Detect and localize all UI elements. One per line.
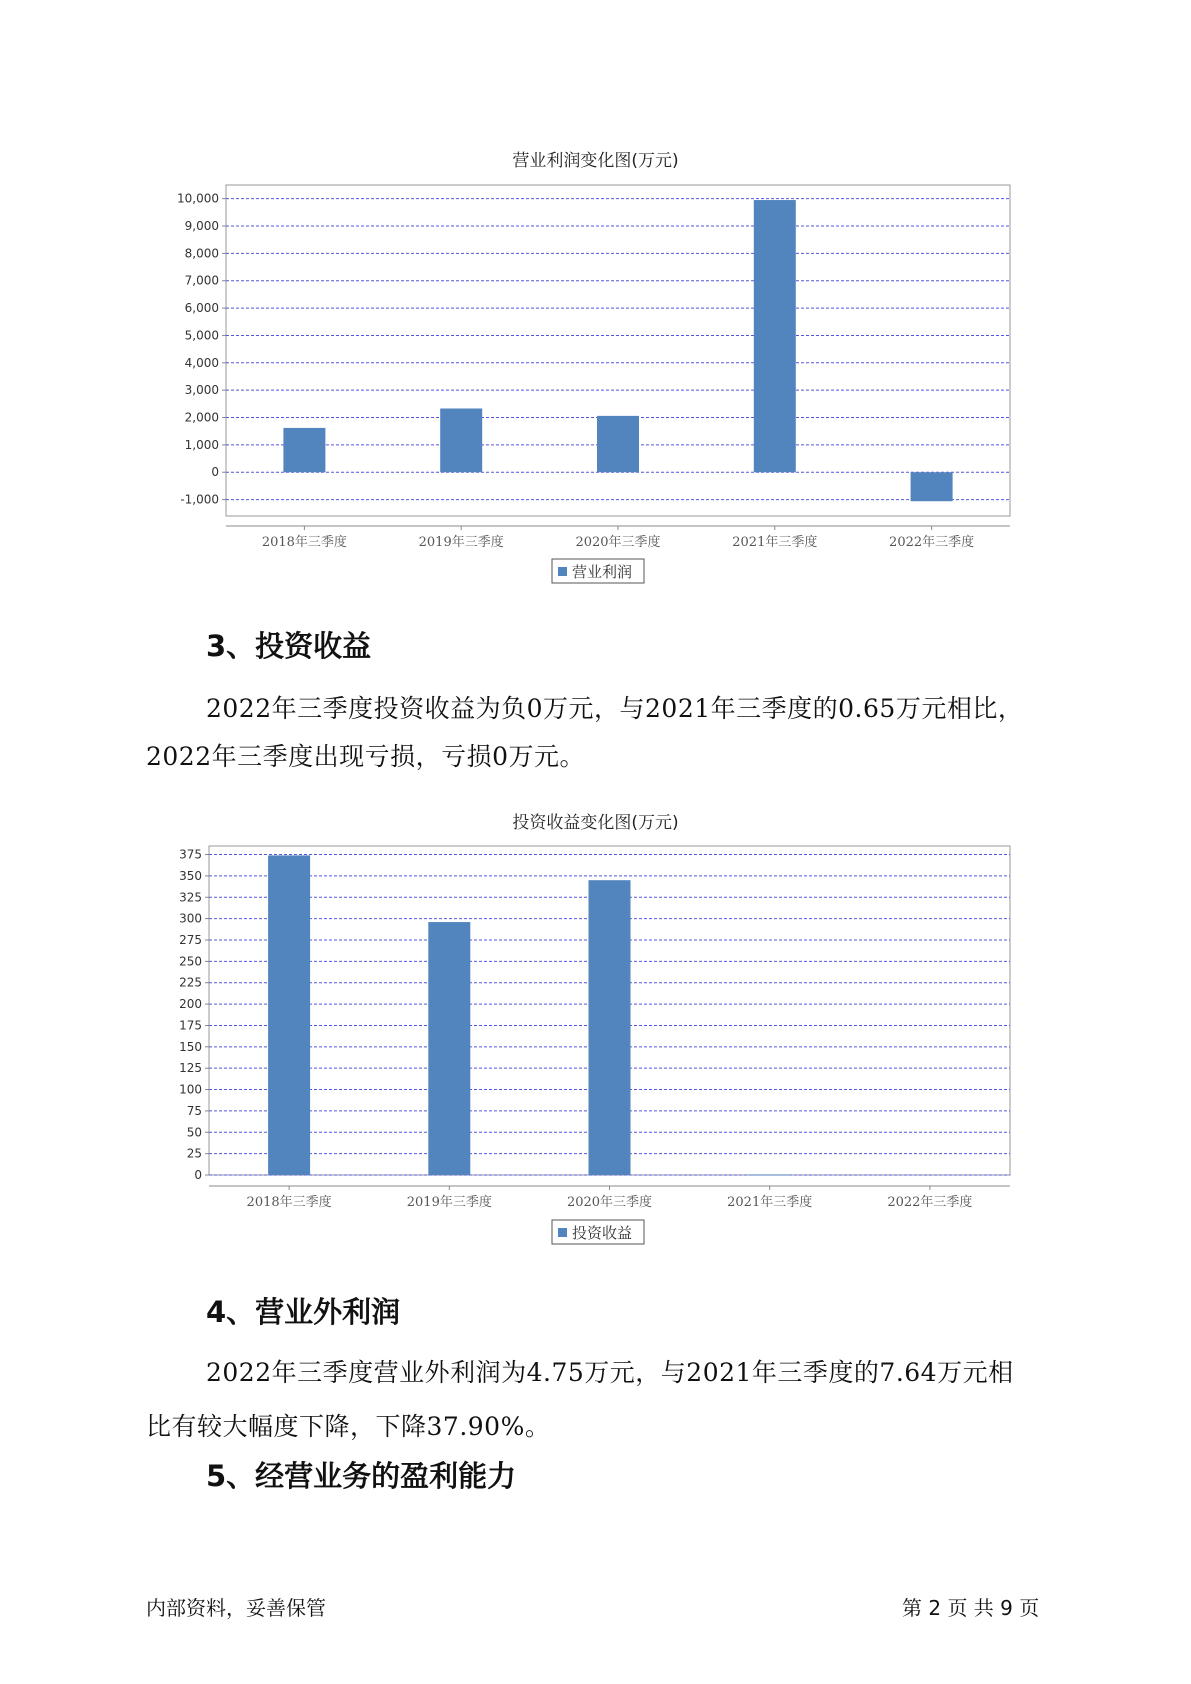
legend-label: 营业利润 (572, 563, 633, 581)
bar (428, 922, 470, 1175)
section-heading: 3、投资收益 (206, 629, 372, 663)
page-number: 第 2 页 共 9 页 (902, 1596, 1040, 1620)
x-tick-label: 2022年三季度 (887, 1195, 973, 1210)
y-tick-label: 250 (179, 954, 202, 969)
y-tick-label: 1,000 (184, 437, 219, 452)
y-tick-label: 125 (179, 1061, 202, 1076)
paragraph-line: 2022年三季度出现亏损，亏损0万元。 (146, 742, 586, 771)
x-tick-label: 2018年三季度 (246, 1195, 332, 1210)
y-tick-label: 150 (179, 1039, 202, 1054)
y-tick-label: 8,000 (184, 246, 219, 261)
y-tick-label: 3,000 (184, 383, 219, 398)
bar (589, 880, 631, 1175)
y-tick-label: 100 (179, 1082, 202, 1097)
section-heading: 4、营业外利润 (206, 1295, 401, 1329)
y-tick-label: 325 (179, 890, 202, 905)
bar (268, 855, 310, 1175)
y-tick-label: 350 (179, 868, 202, 883)
x-tick-label: 2019年三季度 (418, 535, 504, 550)
y-tick-label: 200 (179, 997, 202, 1012)
y-tick-label: 4,000 (184, 355, 219, 370)
y-tick-label: 2,000 (184, 410, 219, 425)
legend-label: 投资收益 (572, 1224, 633, 1242)
paragraph-line: 2022年三季度营业外利润为4.75万元，与2021年三季度的7.64万元相 (206, 1358, 1014, 1387)
y-tick-label: 375 (179, 847, 202, 862)
chart-title: 营业利润变化图(万元) (512, 151, 679, 171)
paragraph-line: 2022年三季度投资收益为负0万元，与2021年三季度的0.65万元相比， (206, 694, 1024, 723)
legend (552, 1220, 644, 1244)
footer-note: 内部资料，妥善保管 (146, 1596, 326, 1620)
paragraph-line: 比有较大幅度下降，下降37.90%。 (146, 1412, 551, 1441)
y-tick-label: -1,000 (180, 492, 219, 507)
x-tick-label: 2020年三季度 (566, 1195, 653, 1210)
y-tick-label: 0 (194, 1168, 202, 1182)
y-tick-label: 6,000 (184, 301, 219, 316)
x-tick-label: 2020年三季度 (575, 535, 661, 550)
y-tick-label: 300 (179, 911, 202, 926)
y-tick-label: 0 (211, 465, 219, 480)
y-tick-label: 275 (179, 933, 202, 947)
chart-title: 投资收益变化图(万元) (512, 813, 679, 833)
x-tick-label: 2022年三季度 (889, 535, 975, 550)
y-tick-label: 25 (186, 1146, 202, 1161)
y-tick-label: 10,000 (177, 191, 219, 206)
x-tick-label: 2019年三季度 (406, 1195, 492, 1210)
y-tick-label: 50 (186, 1125, 202, 1140)
section-heading: 5、经营业务的盈利能力 (206, 1459, 517, 1493)
y-tick-label: 7,000 (184, 273, 219, 288)
bar (749, 1174, 791, 1175)
x-tick-label: 2018年三季度 (261, 535, 347, 550)
x-tick-label: 2021年三季度 (732, 535, 818, 550)
y-tick-label: 225 (179, 975, 202, 990)
legend-swatch (558, 1228, 567, 1237)
y-tick-label: 5,000 (184, 328, 219, 343)
y-tick-label: 9,000 (184, 219, 219, 234)
x-tick-label: 2021年三季度 (727, 1195, 813, 1210)
y-tick-label: 75 (186, 1103, 202, 1118)
y-tick-label: 175 (179, 1018, 202, 1033)
